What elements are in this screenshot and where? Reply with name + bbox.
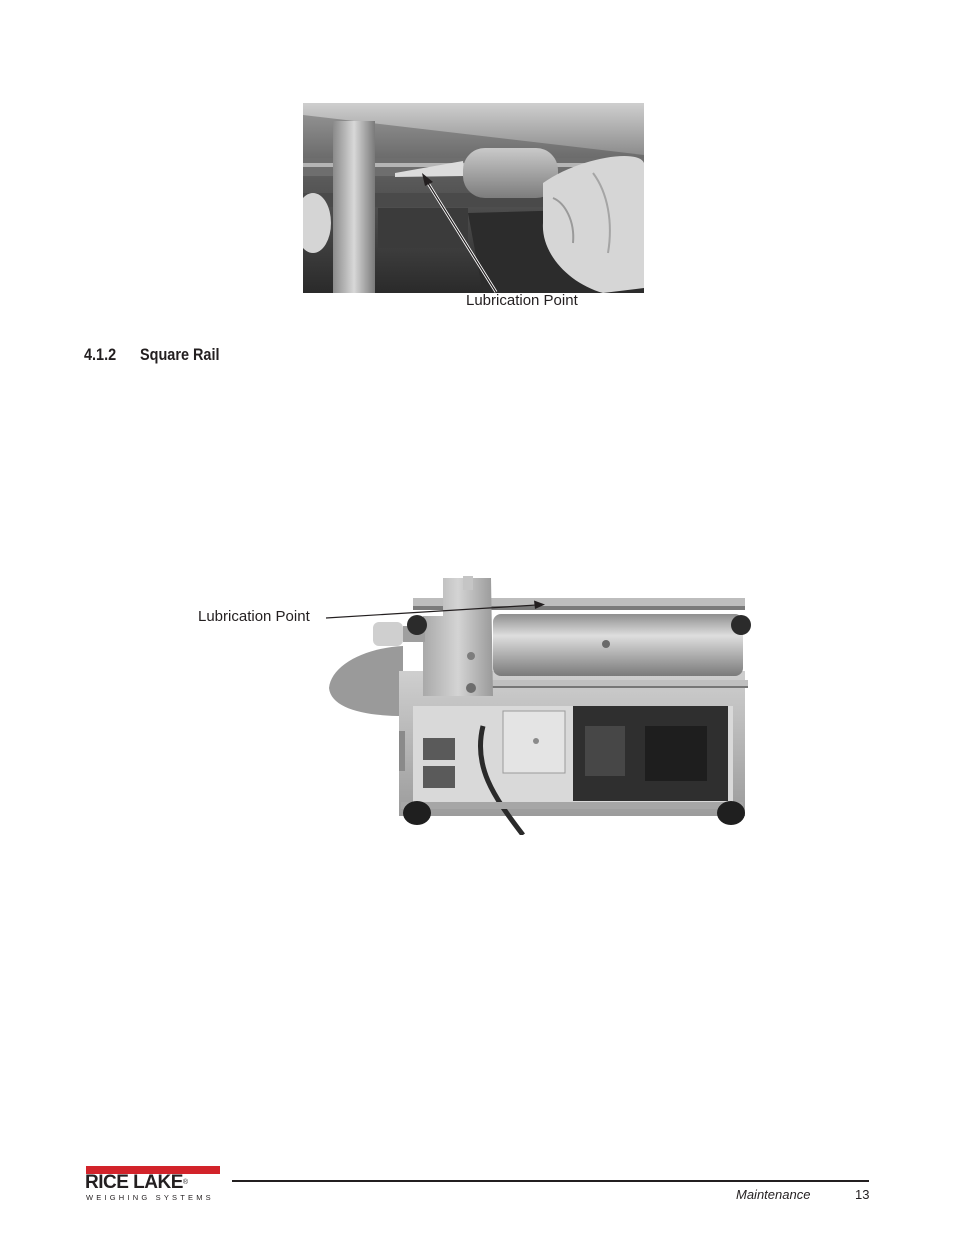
footer-rule xyxy=(232,1180,869,1182)
logo-wordmark xyxy=(85,1173,188,1192)
logo-name: RICE LAKE xyxy=(85,1172,183,1193)
logo-registered-mark: ® xyxy=(182,1179,188,1186)
rice-lake-logo xyxy=(84,1166,234,1206)
callout-arrow-rail xyxy=(325,598,550,624)
section-title: Square Rail xyxy=(140,345,220,364)
page-number: 13 xyxy=(855,1187,870,1202)
figure-caption-top: Lubrication Point xyxy=(466,292,578,309)
section-number: 4.1.2 xyxy=(84,345,117,364)
logo-tagline: WEIGHING SYSTEMS xyxy=(86,1193,214,1202)
footer-section-name: Maintenance xyxy=(736,1187,811,1202)
callout-arrow-top xyxy=(410,160,510,300)
figure-caption-rail: Lubrication Point xyxy=(198,608,310,625)
